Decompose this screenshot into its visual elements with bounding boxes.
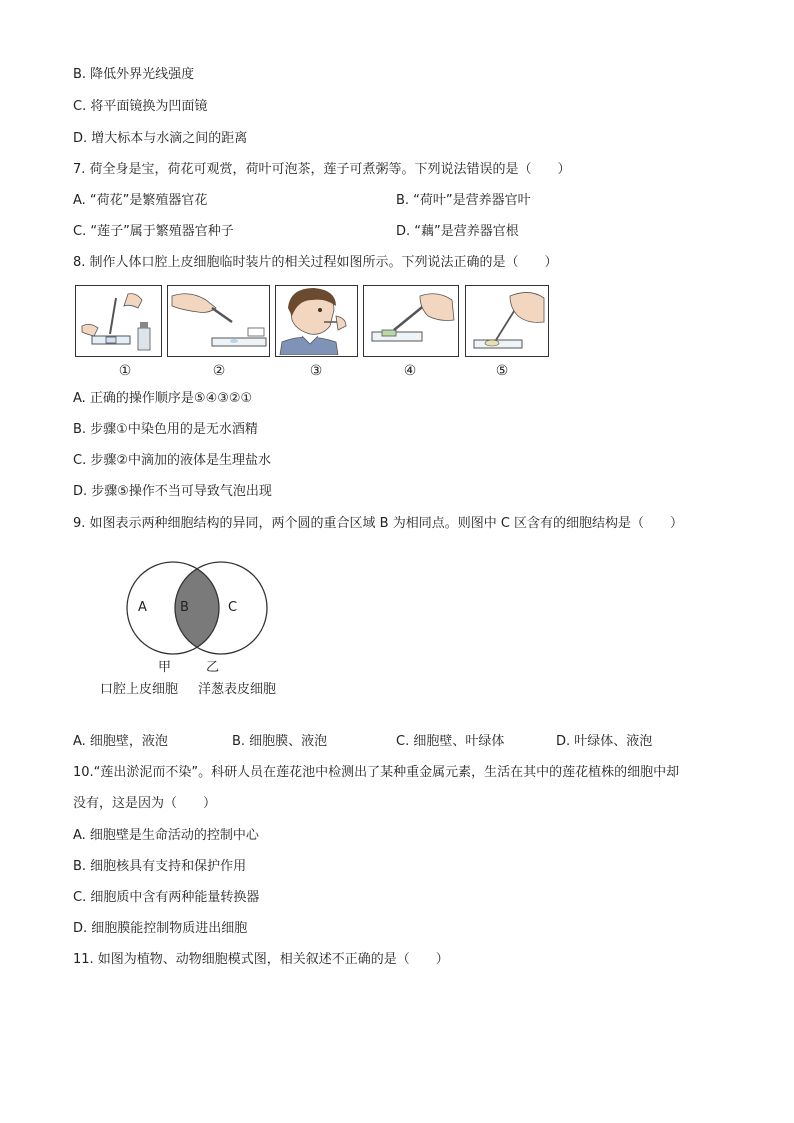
step3-figure	[275, 285, 358, 357]
step1-figure	[75, 285, 162, 357]
venn-right-caption: 洋葱表皮细胞	[198, 682, 277, 697]
q7-option-b: B. “荷叶”是营养器官叶	[396, 193, 531, 208]
q9-option-c: C. 细胞壁、叶绿体	[396, 734, 505, 749]
q6-option-d: D. 增大标本与水滴之间的距离	[73, 131, 248, 146]
step4-label: ④	[403, 363, 417, 379]
venn-left-caption: 口腔上皮细胞	[100, 682, 179, 697]
step5-label: ⑤	[495, 363, 509, 379]
q10-stem-line1: 10.“莲出淤泥而不染”。科研人员在莲花池中检测出了某种重金属元素，生活在其中的莲花植株的细胞中却	[73, 765, 680, 780]
q8-stem: 8. 制作人体口腔上皮细胞临时装片的相关过程如图所示。下列说法正确的是（ ）	[73, 255, 558, 270]
step5-figure	[465, 285, 549, 357]
venn-region-b: B	[180, 600, 189, 615]
dropper-illustration	[168, 286, 268, 355]
coverslip-illustration	[364, 286, 457, 355]
q10-option-d: D. 细胞膜能控制物质进出细胞	[73, 921, 248, 936]
step1-label: ①	[118, 363, 132, 379]
venn-left-name: 甲	[158, 660, 172, 675]
q8-option-b: B. 步骤①中染色用的是无水酒精	[73, 422, 258, 437]
step2-figure	[167, 285, 270, 357]
q11-stem: 11. 如图为植物、动物细胞模式图，相关叙述不正确的是（ ）	[73, 952, 449, 967]
q7-option-a: A. “荷花”是繁殖器官花	[73, 193, 208, 208]
q10-option-a: A. 细胞壁是生命活动的控制中心	[73, 828, 259, 843]
q9-option-d: D. 叶绿体、液泡	[556, 734, 653, 749]
q10-option-c: C. 细胞质中含有两种能量转换器	[73, 890, 260, 905]
q8-option-a: A. 正确的操作顺序是⑤④③②①	[73, 391, 253, 406]
venn-right-name: 乙	[206, 660, 220, 675]
q7-stem: 7. 荷全身是宝，荷花可观赏，荷叶可泡茶，莲子可煮粥等。下列说法错误的是（ ）	[73, 162, 571, 177]
step3-label: ③	[309, 363, 323, 379]
q6-option-c: C. 将平面镜换为凹面镜	[73, 99, 208, 114]
q9-stem: 9. 如图表示两种细胞结构的异同，两个圆的重合区域 B 为相同点。则图中 C 区含有的细胞结构是（ ）	[73, 516, 684, 531]
q6-option-b: B. 降低外界光线强度	[73, 67, 195, 82]
toothpick-illustration	[466, 286, 547, 355]
mouth-scraping-illustration	[276, 286, 356, 355]
q10-stem-line2: 没有，这是因为（ ）	[73, 796, 217, 811]
q8-option-d: D. 步骤⑤操作不当可导致气泡出现	[73, 484, 272, 499]
q7-option-c: C. “莲子”属于繁殖器官种子	[73, 224, 234, 239]
venn-region-c: C	[228, 600, 238, 615]
q8-option-c: C. 步骤②中滴加的液体是生理盐水	[73, 453, 271, 468]
step2-label: ②	[212, 363, 226, 379]
venn-region-a: A	[138, 600, 147, 615]
q9-option-a: A. 细胞壁，液泡	[73, 734, 168, 749]
q10-option-b: B. 细胞核具有支持和保护作用	[73, 859, 247, 874]
staining-illustration	[76, 286, 160, 355]
q9-option-b: B. 细胞膜、液泡	[232, 734, 328, 749]
q7-option-d: D. “藕”是营养器官根	[396, 224, 519, 239]
step4-figure	[363, 285, 459, 357]
